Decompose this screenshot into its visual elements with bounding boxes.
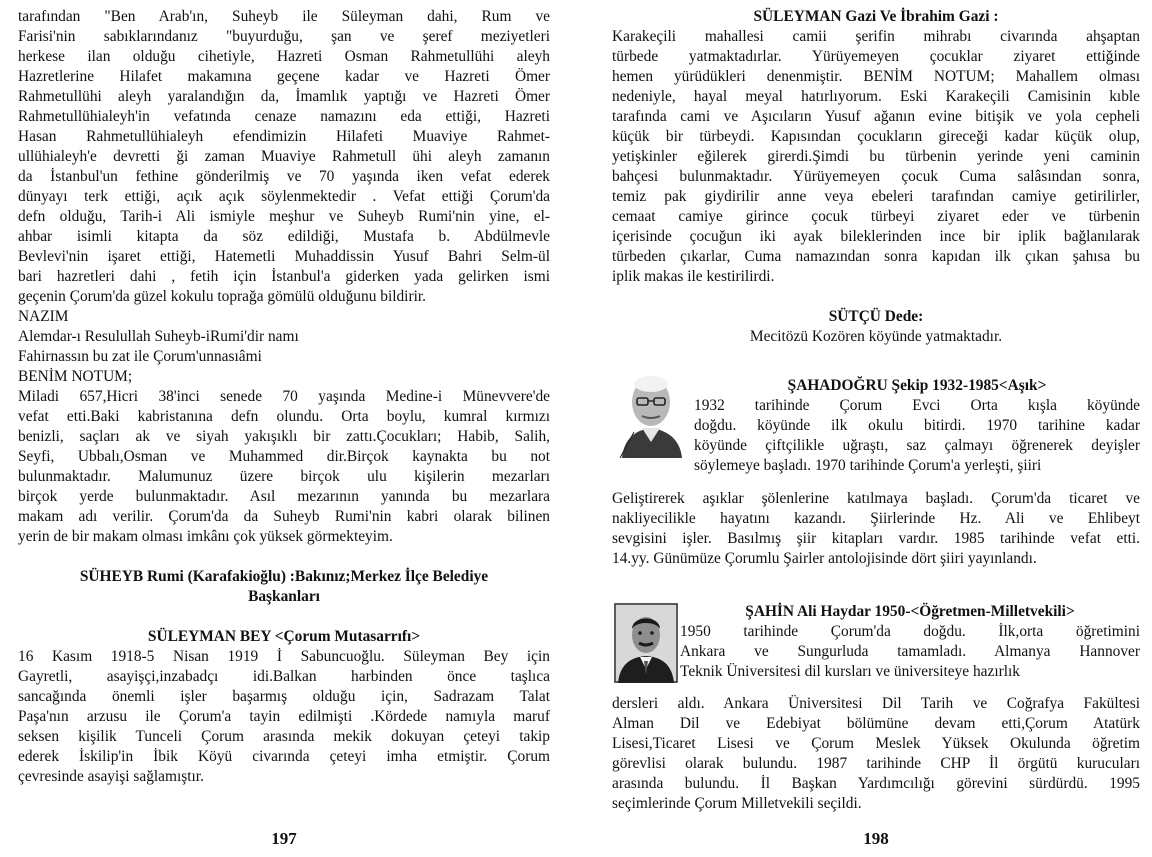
text-line: Teknik Üniversitesi dil kursları ve üniversiteye hazırlık: [680, 663, 1020, 680]
text-line: SÜHEYB Rumi (Karafakioğlu) :Bakınız;Merkez İlçe Belediye: [79, 568, 489, 585]
text-line: [18, 607, 550, 627]
text-line: Alman Dil ve Edebiyat bölümüne devam etti,Çorum Atatürk: [612, 715, 1140, 732]
text-line: vefat etti.Baki kabristanına defn olundu. Orta boylu, kumral kırmızı: [18, 408, 550, 425]
text-line: çevresinde asayişi sağlamıştır.: [18, 768, 204, 785]
text-line: 16 Kasım 1918-5 Nisan 1919 İ Sabuncuoğlu. Süleyman Bey için: [18, 648, 550, 665]
text-line: Başkanları: [248, 588, 320, 605]
text-line: makam adı verilir. Çorum'da da Suheyb Rumi'nin kabri olarak bilinen: [18, 508, 550, 525]
text-line: bahçesi bulunmaktadır. Yürüyemeyen çocuk Cuma salâsından sonra,: [612, 168, 1140, 185]
text-line: Rahmetullühialeyh'in vefatında cenaze namazını eda ettiği, Hazreti: [18, 108, 550, 125]
text-line: Fahirnassın bu zat ile Çorum'unnasıâmi: [18, 348, 262, 365]
text-line: 14.yy. Günümüze Çorumlu Şairler antolojisinde dört şiiri yayınlandı.: [612, 550, 1037, 567]
text-line: iplik makas ile kestirilirdi.: [612, 268, 775, 285]
page-number-left: 197: [271, 829, 297, 848]
text-line: arasında bulundu. İl Başkan Yardımcılığı görevini sürdürdü. 1995: [612, 775, 1140, 792]
text-line: içerisinde çocuğun iki ayak bileklerinden ince bir iplik bağlanılarak: [612, 228, 1140, 245]
portrait-photo-elderly-man: [612, 372, 690, 458]
text-line: defn olduğu, Tarih-i Ali ismiyle meşhur ve Suheyb Rumi'nin yine, el-: [18, 208, 550, 225]
text-line: ŞAHADOĞRU Şekip 1932-1985<Aşık>: [787, 377, 1047, 394]
text-line: nedeniyle, hayal meyal hatırlıyorum. Eski Karakeçili Camisinin kıble: [612, 88, 1140, 105]
text-line: Alemdar-ı Resulullah Suheyb-iRumi'dir namı: [18, 328, 299, 345]
text-line: SÜTÇÜ Dede:: [828, 308, 924, 325]
portrait-man-suit-icon: [614, 603, 678, 683]
text-line: Seyfi, Ubbalı,Osman ve Muhammed dir.Birçok kaynakta bu not: [18, 448, 550, 465]
text-line: Geliştirerek aşıklar şölenlerine katılmaya başladı. Çorum'da ticaret ve: [612, 490, 1140, 507]
text-line: dünyayı terk ettiği, açık açık söylenmektedir . Vefat ettiği Çorum'da: [18, 188, 550, 205]
text-line: yerin de bir makam olması imkânı çok yüksek görmekteyim.: [18, 528, 393, 545]
text-line: SÜLEYMAN Gazi Ve İbrahim Gazi :: [753, 8, 999, 25]
text-line: Gayretli, asayişçi,inzabadçı idi.Balkan harbinden önce taşlıca: [18, 668, 550, 685]
left-page: [18, 0, 550, 857]
text-line: ahbar isimli kitapta da söz edildiği, Mustafa b. Abdülmevle: [18, 228, 550, 245]
text-line: ullühialeyh'e devretti ği zaman Muaviye Rahmetull ühi aleyh zamanın: [18, 148, 550, 165]
text-line: Mecitözü Kozören köyünde yatmaktadır.: [749, 328, 1003, 345]
text-line: ederek İskilip'in İbik Köyü civarında çeteyi imha etmiştir. Çorum: [18, 748, 550, 765]
text-line: 1932 tarihinde Çorum Evci Orta kışla köyünde: [694, 397, 1140, 414]
text-line: Farisi'nin sabıklarındanız "buyurduğu, şan ve şeref meziyetleri: [18, 28, 550, 45]
text-line: tarafından "Ben Arab'ın, Suheyb ile Süleyman dahi, Rum ve: [18, 8, 550, 25]
page-number-right: 198: [863, 829, 889, 848]
text-line: bulunmaktadır. Malumunuz üzere birçok ulu kişilerin mezarları: [18, 468, 550, 485]
portrait-elderly-man-icon: [612, 372, 690, 458]
text-line: herkese ilan olduğu cihetiyle, Hazreti Osman Rahmetullühi aleyh: [18, 48, 550, 65]
text-line: Hazretlerine Hilafet makamına geçene kadar ve Hazreti Ömer: [18, 68, 550, 85]
text-line: Lisesi,Ticaret Lisesi ve Çorum Meslek Yüksek Okulunda öğretim: [612, 735, 1140, 752]
text-line: türbede yatmaktadırlar. Yürüyemeyen çocuklar ziyaret ettiğinde: [612, 48, 1140, 65]
text-line: Miladi 657,Hicri 38'inci senede 70 yaşında Medine-i Münevvere'de: [18, 388, 550, 405]
text-line: Ankara ve Sungurluda tamamladı. Almanya Hannover: [680, 643, 1140, 660]
text-line: benizli, saçları ak ve siyah yakışıklı bir zattı.Çocukları; Habib, Salih,: [18, 428, 550, 445]
right-page: [612, 0, 1140, 857]
text-line: hemen yürüdükleri denenmiştir. BENİM NOTUM; Mahallem olması: [612, 68, 1140, 85]
text-line: küçük bir türbeydi. Kapısından çocukların gireceği kadar küçük olup,: [612, 128, 1140, 145]
text-line: bari hazretleri dahi , fetih için İstanbul'a giderken yada gelirken ismi: [18, 268, 550, 285]
text-line: seçimlerinde Çorum Milletvekili seçildi.: [612, 795, 862, 812]
text-line: geçenin Çorum'da güzel kokulu toprağa gömülü olduğunu bildirir.: [18, 288, 426, 305]
text-line: ŞAHİN Ali Haydar 1950-<Öğretmen-Milletvekili>: [745, 603, 1075, 620]
text-line: Karakeçili mahallesi camii şerifin mihrabı civarında ahşaptan: [612, 28, 1140, 45]
text-line: temiz pak giydirilir anne veya ebeleri tarafından camiye getirilirler,: [612, 188, 1140, 205]
text-line: Rahmetullühi aleyh yaralandığın da, İmamlık yaptığı ve Hazreti Ömer: [18, 88, 550, 105]
text-line: 1950 tarihinde Çorum'da doğdu. İlk,orta öğretimini: [680, 623, 1140, 640]
text-line: Bevlevi'nin işaret ettiği, Hatemetli Muhaddissin Yusuf Bahri Selm-ül: [18, 248, 550, 265]
text-line: [18, 547, 550, 567]
text-line: Hasan Rahmetullühialeyh efendimizin Hilafeti Muaviye Rahmet-: [18, 128, 550, 145]
text-line: köyünde çiftçilikle uğraştı, saz çalmayı öğrenerek deyişler: [694, 437, 1140, 454]
text-line: dersleri aldı. Ankara Üniversitesi Dil Tarih ve Coğrafya Fakültesi: [612, 695, 1140, 712]
text-line: BENİM NOTUM;: [18, 368, 133, 385]
text-line: tarafında cami ve Aşıcıların Yusuf ağanın evine bitişik ve yola cepheli: [612, 108, 1140, 125]
text-line: seksen kişilik Tunceli Çorum arasında mekik dokuyan çeteyi takip: [18, 728, 550, 745]
text-line: söylemeye başladı. 1970 tarihinde Çorum'a yerleşti, şiiri: [694, 457, 1042, 474]
text-line: NAZIM: [18, 308, 69, 325]
text-line: doğdu. köyünde ilk okulu bitirdi. 1970 tarihine kadar: [694, 417, 1140, 434]
text-line: görevlisi olarak bulundu. 1987 tarihinde CHP İl örgütü kurucuları: [612, 755, 1140, 772]
text-line: türbeden çıkarlar, Cuma namazından sonra kapıdan ilk çıkan şahısa bu: [612, 248, 1140, 265]
text-line: SÜLEYMAN BEY <Çorum Mutasarrıfı>: [147, 628, 421, 645]
text-line: da İstanbul'un fethine gönderilmiş ve 70 yaşında iken vefat ederek: [18, 168, 550, 185]
text-line: Paşa'nın arzusu ile Çorum'a tayin edilmişti .Kördede namıyla maruf: [18, 708, 550, 725]
text-line: sevgisini işler. Basılmış şiir kitapları vardır. 1985 tarihinde vefat etti.: [612, 530, 1140, 547]
portrait-photo-man-suit: [614, 603, 678, 683]
text-line: birçok yerde bulunmaktadır. Asıl mezarının yanında bu mezarlara: [18, 488, 550, 505]
text-line: yetişkinler eğilerek girerdi.Şimdi bu türbenin yerinde yeni caminin: [612, 148, 1140, 165]
text-line: nakliyecilikle hayatını kazandı. Şiirlerinde Hz. Ali ve Ehlibeyt: [612, 510, 1140, 527]
text-line: sancağında önemli işler başarmış olduğu için, Sadrazam Talat: [18, 688, 550, 705]
text-line: cemaat camiye girince çocuk türbeyi ziyaret eder ve türbenin: [612, 208, 1140, 225]
text-line: [612, 287, 1140, 307]
